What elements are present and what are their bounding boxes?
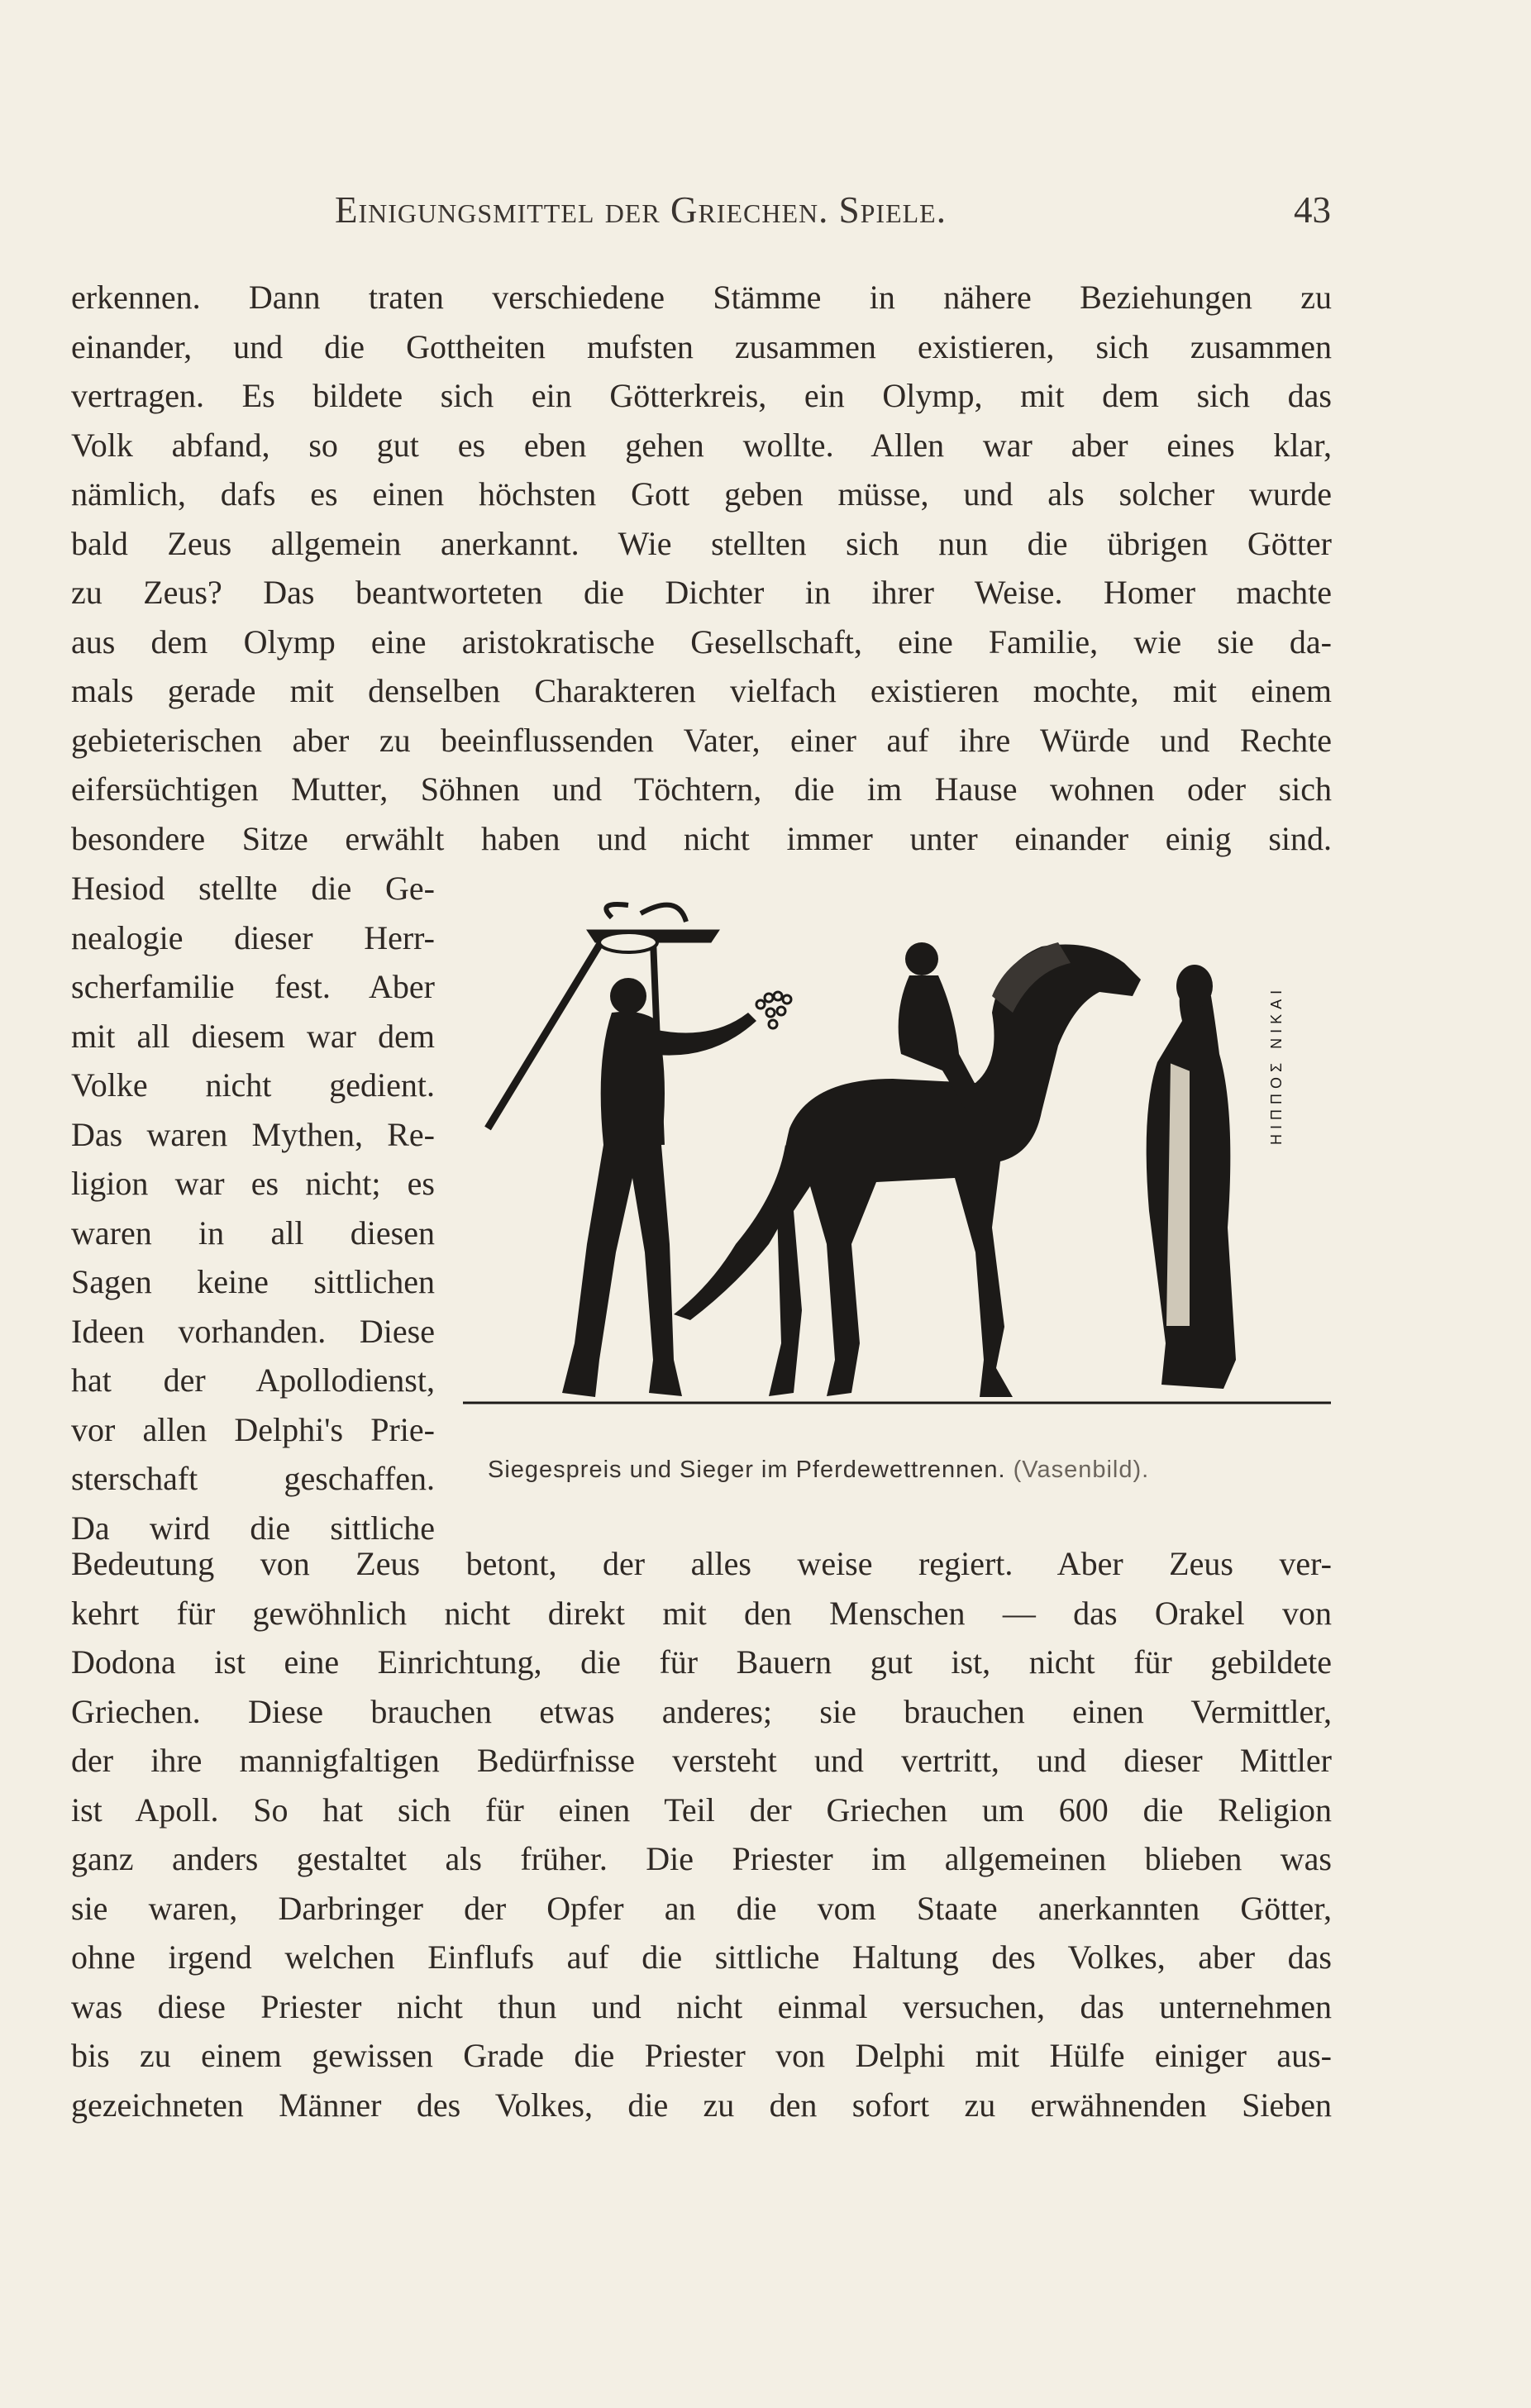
text-line: Volk abfand, so gut es eben gehen wollte. Allen war aber eines klar,	[71, 426, 1332, 464]
text-line: Da wird die sittliche	[71, 1509, 435, 1547]
text-line: aus dem Olymp eine aristokratische Gesellschaft, eine Familie, wie sie da-	[71, 622, 1332, 660]
text-line: nealogie dieser Herr-	[71, 918, 435, 956]
text-line: gebieterischen aber zu beeinflussenden Vater, einer auf ihre Würde und Rechte	[71, 721, 1332, 759]
inscription-text: ΗΙΠΠΟΣ ΝΙΚΑΙ	[1268, 985, 1285, 1145]
text-block-bottom	[71, 1539, 1332, 2129]
vase-inscription	[1268, 985, 1285, 1145]
text-line: mals gerade mit denselben Charakteren vielfach existieren mochte, mit einem	[71, 672, 1332, 709]
vase-illustration	[463, 897, 1331, 1409]
text-line: zu Zeus? Das beantworteten die Dichter in ihrer Weise. Homer machte	[71, 574, 1332, 611]
text-line: was diese Priester nicht thun und nicht einmal versuchen, das unternehmen	[71, 1987, 1332, 2025]
text-block-top	[71, 273, 1332, 863]
page-header	[335, 188, 1331, 238]
text-line: Das waren Mythen, Re-	[71, 1115, 435, 1153]
text-line: Sagen keine sittlichen	[71, 1263, 435, 1300]
text-line: erkennen. Dann traten verschiedene Stämme in nähere Beziehungen zu	[71, 279, 1332, 316]
text-line: ohne irgend welchen Einflufs auf die sittliche Haltung des Volkes, aber das	[71, 1938, 1332, 1976]
text-line: Hesiod stellte die Ge-	[71, 870, 435, 907]
text-line: Bedeutung von Zeus betont, der alles weise regiert. Aber Zeus ver-	[71, 1545, 1332, 1582]
text-line: hat der Apollodienst,	[71, 1361, 435, 1399]
text-line: Volke nicht gedient.	[71, 1066, 435, 1104]
page-number: 43	[1294, 189, 1331, 231]
text-line: bis zu einem gewissen Grade die Priester von Delphi mit Hülfe einiger aus-	[71, 2037, 1332, 2074]
text-line: gezeichneten Männer des Volkes, die zu den sofort zu erwähnenden Sieben	[71, 2086, 1332, 2124]
running-head: Einigungsmittel der Griechen. Spiele.	[335, 189, 947, 231]
text-line: eifersüchtigen Mutter, Söhnen und Töchtern, die im Hause wohnen oder sich	[71, 770, 1332, 808]
victory-wreath	[756, 992, 791, 1028]
vase-painting-svg	[463, 897, 1331, 1409]
text-line: bald Zeus allgemein anerkannt. Wie stellten sich nun die übrigen Götter	[71, 524, 1332, 562]
text-block-side	[71, 864, 435, 1552]
caption-credit: (Vasenbild).	[1013, 1457, 1150, 1483]
text-line: mit all diesem war dem	[71, 1017, 435, 1055]
text-line: Dodona ist eine Einrichtung, die für Bauern gut ist, nicht für gebildete	[71, 1643, 1332, 1681]
athlete-figure	[562, 978, 756, 1397]
text-line: ligion war es nicht; es	[71, 1165, 435, 1202]
text-line: ganz anders gestaltet als früher. Die Priester im allgemeinen blieben was	[71, 1840, 1332, 1877]
text-line: einander, und die Gottheiten mufsten zusammen existieren, sich zusammen	[71, 327, 1332, 365]
text-line: nämlich, dafs es einen höchsten Gott geben müsse, und als solcher wurde	[71, 475, 1332, 513]
text-line: der ihre mannigfaltigen Bedürfnisse versteht und vertritt, und dieser Mittler	[71, 1742, 1332, 1779]
caption-text: Siegespreis und Sieger im Pferdewettrennen.	[488, 1457, 1006, 1483]
text-line: waren in all diesen	[71, 1214, 435, 1252]
text-line: scherfamilie fest. Aber	[71, 968, 435, 1005]
figure-caption	[488, 1457, 1314, 1484]
text-line: sterschaft geschaffen.	[71, 1460, 435, 1497]
draped-judge-figure	[1147, 965, 1236, 1389]
text-line: besondere Sitze erwählt haben und nicht immer unter einander einig sind.	[71, 819, 1332, 857]
text-line: vor allen Delphi's Prie-	[71, 1410, 435, 1448]
text-line: Griechen. Diese brauchen etwas anderes; sie brauchen einen Vermittler,	[71, 1692, 1332, 1730]
text-line: sie waren, Darbringer der Opfer an die vom Staate anerkannten Götter,	[71, 1889, 1332, 1927]
text-line: vertragen. Es bildete sich ein Götterkreis, ein Olymp, mit dem sich das	[71, 377, 1332, 414]
text-line: ist Apoll. So hat sich für einen Teil der Griechen um 600 die Religion	[71, 1791, 1332, 1829]
text-line: Ideen vorhanden. Diese	[71, 1312, 435, 1350]
text-line: kehrt für gewöhnlich nicht direkt mit den Menschen — das Orakel von	[71, 1594, 1332, 1632]
